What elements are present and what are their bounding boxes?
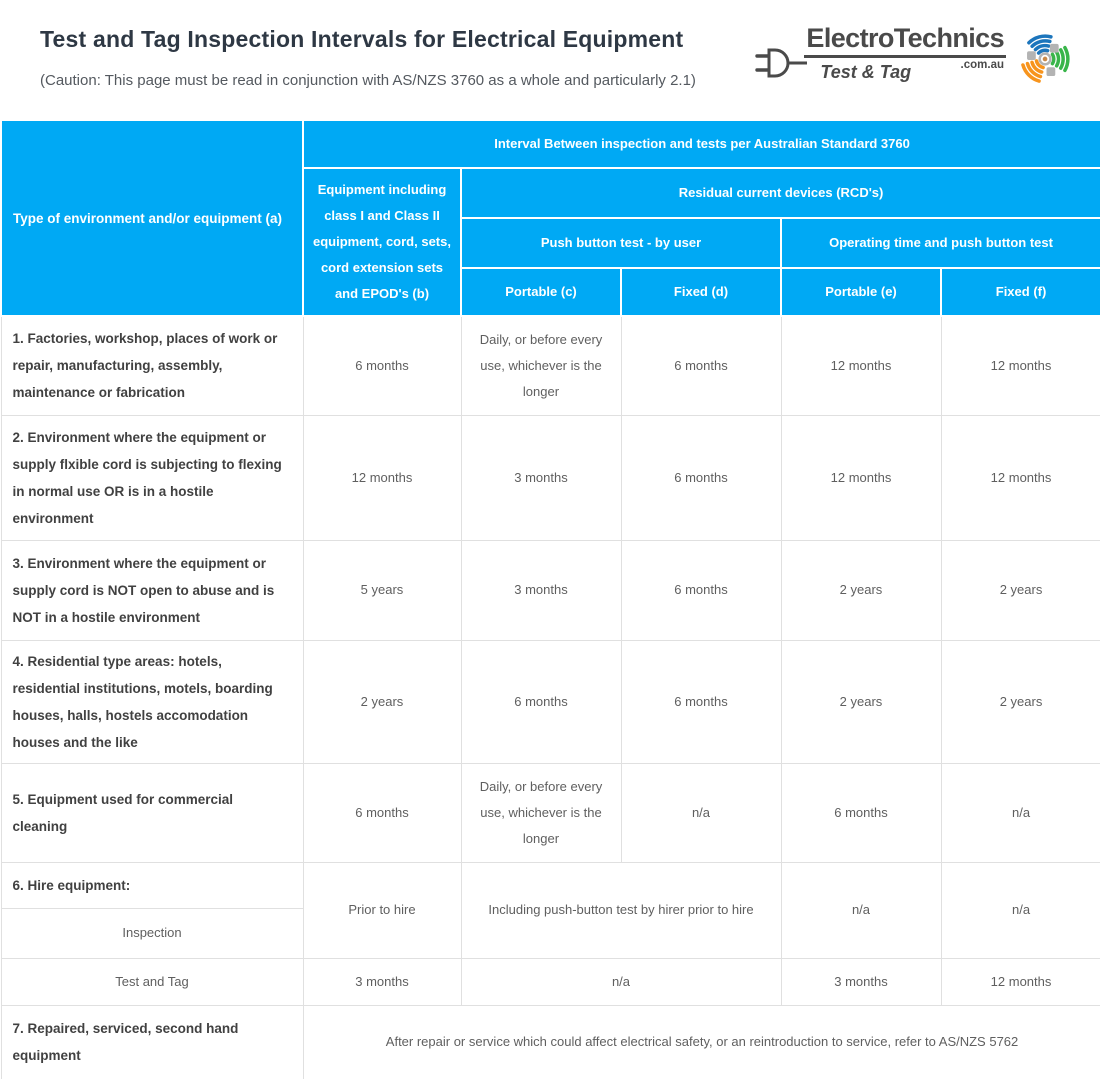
table-row bbox=[1, 763, 1100, 862]
row-label: 4. Residential type areas: hotels, residential institutions, motels, boarding houses, halls, hostels accomodation houses and the like bbox=[1, 640, 303, 763]
table-row bbox=[1, 316, 1100, 415]
cell-push-button-span: n/a bbox=[461, 958, 781, 1005]
row-sublabel-test-and-tag: Test and Tag bbox=[1, 958, 303, 1005]
cell-fixed-f: 2 years bbox=[941, 640, 1100, 763]
signal-arcs-icon bbox=[1010, 20, 1084, 103]
cell-fixed-d: 6 months bbox=[621, 415, 781, 540]
cell-portable-c: 3 months bbox=[461, 415, 621, 540]
row-label: 7. Repaired, serviced, second hand equipment bbox=[1, 1005, 303, 1079]
cell-fixed-d: 6 months bbox=[621, 540, 781, 640]
page-title: Test and Tag Inspection Intervals for Electrical Equipment bbox=[40, 26, 684, 52]
cell-equipment: 3 months bbox=[303, 958, 461, 1005]
cell-fixed-f: 12 months bbox=[941, 415, 1100, 540]
cell-fixed-f: n/a bbox=[941, 763, 1100, 862]
cell-repaired-note: After repair or service which could affect electrical safety, or an reintroduction to service, refer to AS/NZS 5762 bbox=[303, 1005, 1100, 1079]
row-label: 3. Environment where the equipment or supply cord is NOT open to abuse and is NOT in a hostile environment bbox=[1, 540, 303, 640]
row-label: 6. Hire equipment: bbox=[1, 862, 303, 908]
row-label: 2. Environment where the equipment or supply flxible cord is subjecting to flexing in normal use OR is in a hostile environment bbox=[1, 415, 303, 540]
header-operating-time: Operating time and push button test bbox=[781, 218, 1100, 268]
cell-equipment: 6 months bbox=[303, 763, 461, 862]
cell-portable-e: 6 months bbox=[781, 763, 941, 862]
header-push-button: Push button test - by user bbox=[461, 218, 781, 268]
cell-portable-e: 3 months bbox=[781, 958, 941, 1005]
header-portable-c: Portable (c) bbox=[461, 268, 621, 316]
logo-tagline: Test & Tag bbox=[820, 62, 912, 83]
cell-portable-c: Daily, or before every use, whichever is the longer bbox=[461, 763, 621, 862]
electrotechnics-logo[interactable] bbox=[755, 24, 1084, 103]
logo-brand: ElectroTechnics bbox=[804, 24, 1006, 58]
header-equipment: Equipment including class I and Class II equipment, cord, sets, cord extension sets and EPOD's (b) bbox=[303, 168, 461, 316]
cell-fixed-d: n/a bbox=[621, 763, 781, 862]
row-label: 5. Equipment used for commercial cleaning bbox=[1, 763, 303, 862]
table-row bbox=[1, 415, 1100, 540]
cell-portable-e: 12 months bbox=[781, 415, 941, 540]
header-portable-e: Portable (e) bbox=[781, 268, 941, 316]
header-environment: Type of environment and/or equipment (a) bbox=[1, 120, 303, 316]
table-row-test-and-tag bbox=[1, 958, 1100, 1005]
cell-portable-e: 2 years bbox=[781, 640, 941, 763]
cell-portable-e: 12 months bbox=[781, 316, 941, 415]
logo-domain: .com.au bbox=[960, 59, 1004, 72]
cell-portable-c: 6 months bbox=[461, 640, 621, 763]
header-fixed-d: Fixed (d) bbox=[621, 268, 781, 316]
table-row-repaired bbox=[1, 1005, 1100, 1079]
cell-portable-c: 3 months bbox=[461, 540, 621, 640]
cell-push-button-span: Including push-button test by hirer prior to hire bbox=[461, 862, 781, 958]
header-interval-title: Interval Between inspection and tests per Australian Standard 3760 bbox=[303, 120, 1100, 168]
cell-equipment: 12 months bbox=[303, 415, 461, 540]
plug-icon bbox=[755, 41, 807, 90]
cell-portable-e: n/a bbox=[781, 862, 941, 958]
logo-text-block bbox=[804, 24, 1006, 83]
page-header bbox=[0, 0, 1100, 119]
table-body bbox=[1, 316, 1100, 1079]
cell-fixed-f: 12 months bbox=[941, 316, 1100, 415]
row-label: 1. Factories, workshop, places of work or repair, manufacturing, assembly, maintenance or fabrication bbox=[1, 316, 303, 415]
cell-fixed-f: 2 years bbox=[941, 540, 1100, 640]
cell-portable-c: Daily, or before every use, whichever is the longer bbox=[461, 316, 621, 415]
cell-fixed-d: 6 months bbox=[621, 640, 781, 763]
caution-note: (Caution: This page must be read in conjunction with AS/NZS 3760 as a whole and particularly 2.1) bbox=[40, 72, 696, 89]
row-sublabel-inspection: Inspection bbox=[1, 908, 303, 958]
cell-fixed-f: 12 months bbox=[941, 958, 1100, 1005]
cell-equipment: 5 years bbox=[303, 540, 461, 640]
cell-equipment: Prior to hire bbox=[303, 862, 461, 958]
cell-fixed-f: n/a bbox=[941, 862, 1100, 958]
inspection-intervals-table bbox=[0, 119, 1100, 1079]
cell-equipment: 6 months bbox=[303, 316, 461, 415]
header-rcd: Residual current devices (RCD's) bbox=[461, 168, 1100, 218]
table-row bbox=[1, 640, 1100, 763]
table-row-hire bbox=[1, 862, 1100, 908]
cell-equipment: 2 years bbox=[303, 640, 461, 763]
cell-portable-e: 2 years bbox=[781, 540, 941, 640]
table-header bbox=[1, 120, 1100, 316]
table-row bbox=[1, 540, 1100, 640]
cell-fixed-d: 6 months bbox=[621, 316, 781, 415]
header-fixed-f: Fixed (f) bbox=[941, 268, 1100, 316]
